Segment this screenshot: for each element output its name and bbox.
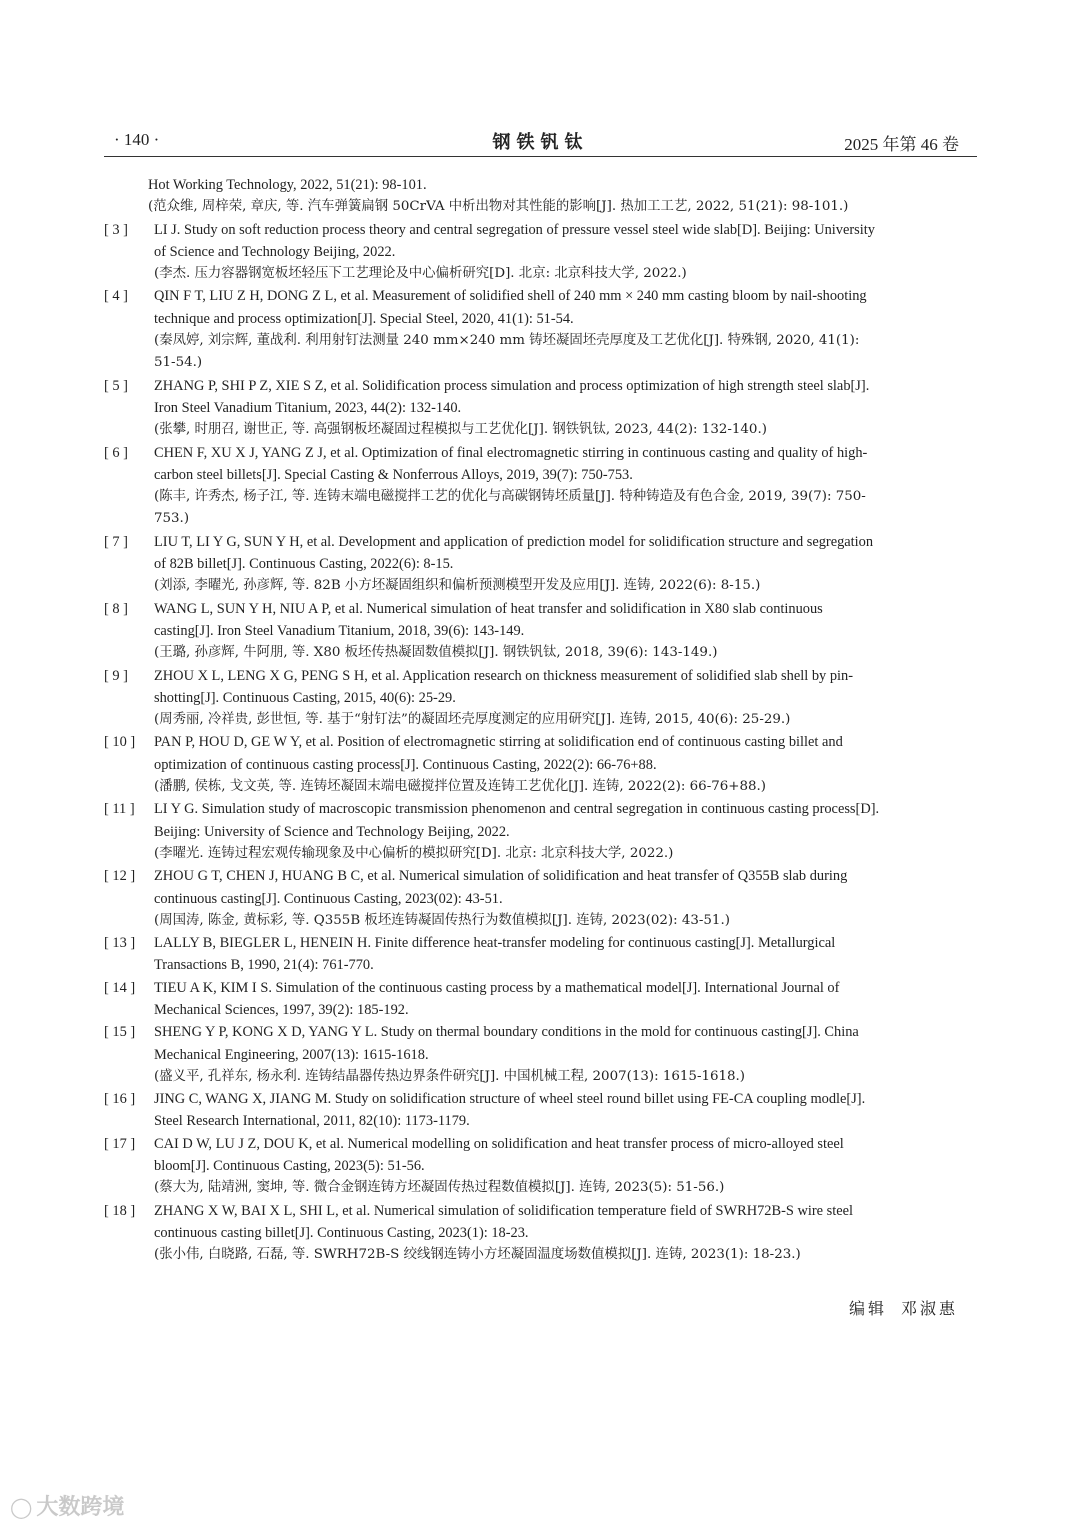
reference-chinese-text: (蔡大为, 陆靖洲, 窦坤, 等. 微合金钢连铸方坯凝固传热过程数值模拟[J]. 连铸, 2023(5): 51-56.) (154, 1180, 725, 1196)
reference-chinese-text: (周国涛, 陈金, 黄标彩, 等. Q355B 板坯连铸凝固传热行为数值模拟[J]. 连铸, 2023(02): 43-51.) (154, 912, 730, 928)
reference-chinese-text: (范众维, 周梓荣, 章庆, 等. 汽车弹簧扁钢 50CrVA 中析出物对其性能的影响[J]. 热加工工艺, 2022, 51(21): 98-101.) (148, 199, 849, 215)
reference-text: shotting[J]. Continuous Casting, 2015, 40(6): 25-29. (154, 689, 456, 706)
reference-text: WANG L, SUN Y H, NIU A P, et al. Numerical simulation of heat transfer and solidification in X80 slab continuous (154, 600, 823, 617)
reference-number: [ 16 ] (104, 1091, 136, 1108)
reference-text: casting[J]. Iron Steel Vanadium Titanium, 2018, 39(6): 143-149. (154, 622, 525, 639)
reference-number: [ 14 ] (104, 979, 136, 996)
reference-chinese-text: (张攀, 时朋召, 谢世正, 等. 高强钢板坯凝固过程模拟与工艺优化[J]. 钢铁钒钛, 2023, 44(2): 132-140.) (154, 422, 767, 438)
reference-text: ZHOU G T, CHEN J, HUANG B C, et al. Numerical simulation of solidification and heat transfer of Q355B slab during (154, 868, 848, 885)
reference-item (104, 375, 977, 442)
reference-number: [ 3 ] (104, 221, 128, 238)
reference-text: ZHOU X L, LENG X G, PENG S H, et al. Application research on thickness measurement of solidified slab shell by pin- (154, 667, 854, 684)
reference-item (104, 798, 977, 865)
reference-item (104, 1200, 977, 1267)
reference-text: LI J. Study on soft reduction process theory and central segregation of pressure vessel steel wide slab[D]. Beijing: University (154, 221, 875, 238)
reference-text: LALLY B, BIEGLER L, HENEIN H. Finite difference heat-transfer modeling for continuous casting[J]. Metallurgical (154, 935, 836, 952)
reference-text: of 82B billet[J]. Continuous Casting, 2022(6): 8-15. (154, 556, 454, 573)
reference-chinese-text: (陈丰, 许秀杰, 杨子江, 等. 连铸末端电磁搅拌工艺的优化与高碳钢铸坯质量[J]. 特种铸造及有色合金, 2019, 39(7): 750- (154, 489, 866, 505)
reference-item (104, 932, 977, 977)
reference-text: LI Y G. Simulation study of macroscopic transmission phenomenon and central segregation in continuous casting process[D]. (154, 801, 880, 818)
reference-list (104, 174, 977, 1267)
reference-number: [ 15 ] (104, 1024, 136, 1041)
reference-text: TIEU A K, KIM I S. Simulation of the continuous casting process by a mathematical model[J]. International Journal of (154, 979, 840, 996)
reference-text: Steel Research International, 2011, 82(10): 1173-1179. (154, 1113, 470, 1130)
reference-text: Iron Steel Vanadium Titanium, 2023, 44(2): 132-140. (154, 399, 462, 416)
reference-text: of Science and Technology Beijing, 2022. (154, 243, 396, 260)
reference-text: optimization of continuous casting process[J]. Continuous Casting, 2022(2): 66-76+88. (154, 756, 657, 773)
reference-number: [ 17 ] (104, 1135, 136, 1152)
reference-text: PAN P, HOU D, GE W Y, et al. Position of electromagnetic stirring at solidification end of continuous casting billet and (154, 734, 843, 751)
reference-text: technique and process optimization[J]. Special Steel, 2020, 41(1): 51-54. (154, 310, 574, 327)
reference-chinese-text: (潘鹏, 侯栋, 戈文英, 等. 连铸坯凝固末端电磁搅拌位置及连铸工艺优化[J]. 连铸, 2022(2): 66-76+88.) (154, 779, 766, 795)
volume-info: 2025 年第 46 卷 (844, 135, 959, 154)
reference-text: SHENG Y P, KONG X D, YANG Y L. Study on thermal boundary conditions in the mold for continuous casting[J]. China (154, 1024, 859, 1041)
reference-number: [ 18 ] (104, 1202, 136, 1219)
reference-chinese-text: (李杰. 压力容器钢宽板坯轻压下工艺理论及中心偏析研究[D]. 北京: 北京科技大学, 2022.) (154, 266, 687, 282)
reference-chinese-text: (张小伟, 白晓路, 石磊, 等. SWRH72B-S 绞线钢连铸小方坯凝固温度场数值模拟[J]. 连铸, 2023(1): 18-23.) (154, 1247, 801, 1263)
reference-text: QIN F T, LIU Z H, DONG Z L, et al. Measurement of solidified shell of 240 mm × 240 mm casting bloom by nail-shooting (154, 288, 867, 305)
reference-number: [ 7 ] (104, 533, 128, 550)
reference-item (104, 977, 977, 1022)
reference-chinese-text: (周秀丽, 冷祥贵, 彭世恒, 等. 基于“射钉法”的凝固坯壳厚度测定的应用研究[J]. 连铸, 2015, 40(6): 25-29.) (154, 712, 791, 728)
page-number: · 140 · (114, 130, 160, 149)
reference-number: [ 8 ] (104, 600, 128, 617)
reference-number: [ 10 ] (104, 734, 136, 751)
reference-chinese-text: (刘添, 李曜光, 孙彦辉, 等. 82B 小方坯凝固组织和偏析预测模型开发及应用[J]. 连铸, 2022(6): 8-15.) (154, 578, 761, 594)
reference-item (104, 665, 977, 732)
watermark (10, 1490, 124, 1521)
reference-number: [ 4 ] (104, 288, 128, 305)
reference-item (104, 531, 977, 598)
reference-text: JING C, WANG X, JIANG M. Study on solidification structure of wheel steel round billet using FE-CA coupling modle[J]. (154, 1091, 866, 1108)
reference-item (104, 731, 977, 798)
reference-number: [ 5 ] (104, 377, 128, 394)
reference-chinese-text: (李曜光. 连铸过程宏观传输现象及中心偏析的模拟研究[D]. 北京: 北京科技大学, 2022.) (154, 845, 674, 861)
reference-chinese-text: 51-54.) (154, 355, 203, 371)
watermark-text: 大数跨境 (36, 1495, 125, 1520)
reference-item (104, 219, 977, 286)
reference-item (104, 1133, 977, 1200)
reference-chinese-text: (盛义平, 孔祥东, 杨永利. 连铸结晶器传热边界条件研究[J]. 中国机械工程, 2007(13): 1615-1618.) (154, 1068, 746, 1084)
reference-text: Mechanical Engineering, 2007(13): 1615-1618. (154, 1046, 429, 1063)
reference-number: [ 9 ] (104, 667, 128, 684)
reference-text: Hot Working Technology, 2022, 51(21): 98-101. (148, 177, 427, 193)
reference-chinese-text: (秦凤婷, 刘宗辉, 董战利. 利用射钉法测量 240 mm×240 mm 铸坯凝固坯壳厚度及工艺优化[J]. 特殊钢, 2020, 41(1): (154, 333, 860, 349)
reference-text: Beijing: University of Science and Technology Beijing, 2022. (154, 823, 510, 840)
weibo-icon: ◯ (10, 1495, 33, 1519)
reference-text: carbon steel billets[J]. Special Casting & Nonferrous Alloys, 2019, 39(7): 750-753. (154, 466, 633, 483)
editor-label: 编辑 (848, 1299, 887, 1318)
reference-text: bloom[J]. Continuous Casting, 2023(5): 51-56. (154, 1158, 425, 1175)
editor-credit (849, 1296, 958, 1319)
reference-item (104, 865, 977, 932)
reference-text: CAI D W, LU J Z, DOU K, et al. Numerical modelling on solidification and heat transfer process of micro-alloyed steel (154, 1135, 844, 1152)
reference-number: [ 13 ] (104, 935, 136, 952)
reference-chinese-text: (王璐, 孙彦辉, 牛阿朋, 等. X80 板坯传热凝固数值模拟[J]. 钢铁钒钛, 2018, 39(6): 143-149.) (154, 645, 718, 661)
reference-item (104, 1021, 977, 1088)
reference-text: Mechanical Sciences, 1997, 39(2): 185-192. (154, 1001, 409, 1018)
journal-title: 钢铁钒钛 (492, 132, 589, 152)
reference-item (104, 598, 977, 665)
reference-item (104, 442, 977, 531)
reference-text: ZHANG P, SHI P Z, XIE S Z, et al. Solidification process simulation and process optimization of high strength steel slab[J]. (154, 377, 870, 394)
reference-item (104, 285, 977, 374)
reference-item (104, 1088, 977, 1133)
reference-number: [ 6 ] (104, 444, 128, 461)
reference-text: continuous casting billet[J]. Continuous Casting, 2023(1): 18-23. (154, 1224, 529, 1241)
editor-name: 邓淑惠 (900, 1299, 958, 1318)
reference-item (104, 174, 977, 219)
reference-text: LIU T, LI Y G, SUN Y H, et al. Development and application of prediction model for solidification structure and segregation (154, 533, 874, 550)
reference-text: Transactions B, 1990, 21(4): 761-770. (154, 957, 374, 974)
reference-text: continuous casting[J]. Continuous Casting, 2023(02): 43-51. (154, 890, 503, 907)
reference-text: CHEN F, XU X J, YANG Z J, et al. Optimization of final electromagnetic stirring in continuous casting and quality of high- (154, 444, 868, 461)
reference-chinese-text: 753.) (154, 511, 190, 527)
page-header (104, 126, 977, 157)
reference-text: ZHANG X W, BAI X L, SHI L, et al. Numerical simulation of solidification temperature field of SWRH72B-S wire steel (154, 1202, 854, 1219)
reference-number: [ 12 ] (104, 868, 136, 885)
reference-number: [ 11 ] (104, 801, 135, 818)
